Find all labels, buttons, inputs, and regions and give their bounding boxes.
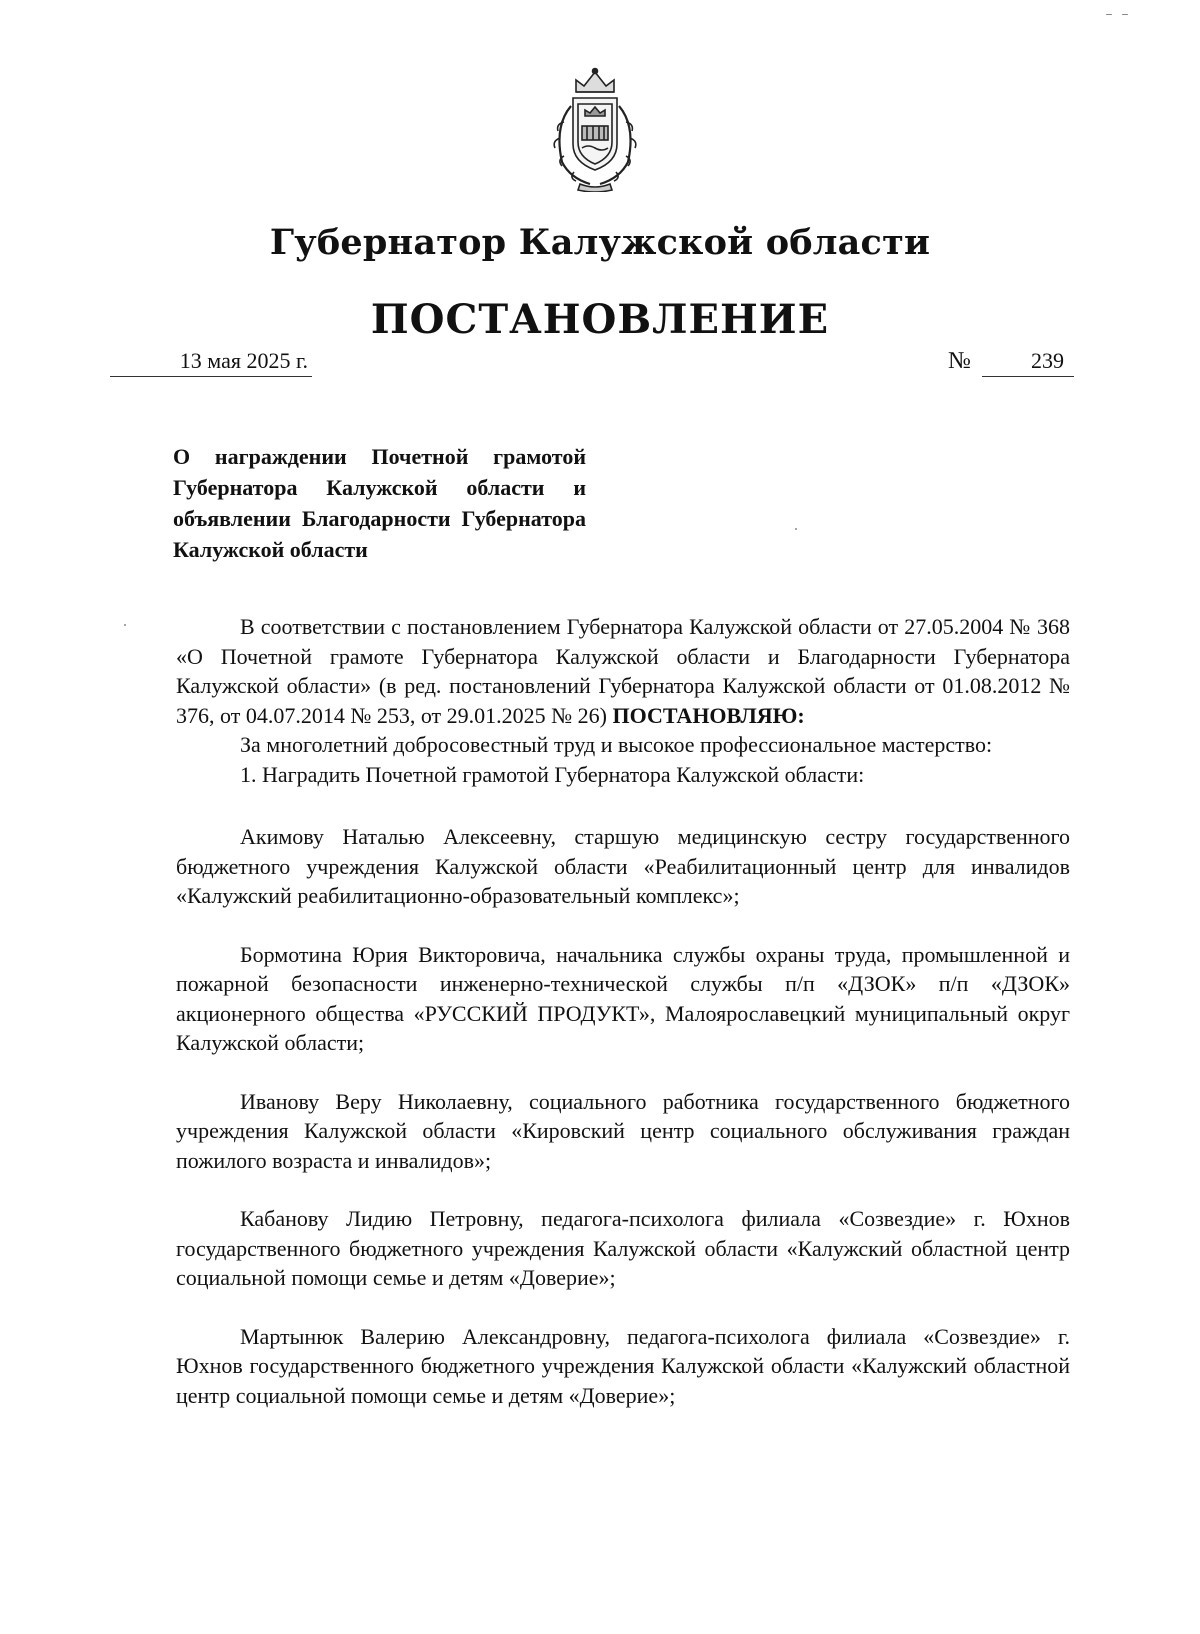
number-sign: №	[948, 348, 971, 374]
awardee-paragraph: Акимову Наталью Алексеевну, старшую медицинскую сестру государственного бюджетного учреждения Калужской области «Реабилитационный центр для инвалидов «Калужский реабилитационно-образовательный комплекс»;	[176, 824, 1070, 908]
document-type-heading: ПОСТАНОВЛЕНИЕ	[370, 296, 830, 343]
preamble-text: В соответствии с постановлением Губернатора Калужской области от 27.05.2004 № 368 «О Почетной грамоте Губернатора Калужской области и Благодарности Губернатора Калужской области» (в ред. постановлений Губернатора Калужской области от 01.08.2012 № 376, от 04.07.2014 № 253, от 29.01.2025 № 26)	[176, 614, 1070, 728]
issuer-title: Губернатор Калужской области	[269, 222, 931, 263]
coat-of-arms-icon	[540, 66, 650, 192]
document-date: 13 мая 2025 г.	[110, 346, 312, 377]
scan-speck	[1122, 14, 1128, 15]
document-number: 239	[982, 346, 1074, 377]
preamble-paragraph	[176, 612, 1070, 730]
scan-speck	[124, 624, 126, 626]
item-1-paragraph: 1. Наградить Почетной грамотой Губернатора Калужской области:	[240, 761, 865, 787]
reason-paragraph: За многолетний добросовестный труд и высокое профессиональное мастерство:	[240, 732, 993, 757]
document-subject: О награждении Почетной грамотой Губернатора Калужской области и объявлении Благодарности Губернатора Калужской области	[173, 444, 586, 562]
document-body	[176, 612, 1070, 1410]
scan-speck	[795, 528, 797, 530]
awardee-paragraph: Бормотина Юрия Викторовича, начальника службы охраны труда, промышленной и пожарной безопасности инженерно-технической службы п/п «ДЗОК» п/п «ДЗОК» акционерного общества «РУССКИЙ ПРОДУКТ», Малоярославецкий муниципальный округ Калужской области;	[176, 941, 1070, 1055]
awardee-paragraph: Мартынюк Валерию Александровну, педагога-психолога филиала «Созвездие» г. Юхнов государственного бюджетного учреждения Калужской области «Калужский областной центр социальной помощи семье и детям «Доверие»;	[176, 1323, 1070, 1408]
awardee-paragraph: Кабанову Лидию Петровну, педагога-психолога филиала «Созвездие» г. Юхнов государственного бюджетного учреждения Калужской области «Калужский областной центр социальной помощи семье и детям «Доверие»;	[176, 1206, 1070, 1290]
decree-word: ПОСТАНОВЛЯЮ:	[612, 702, 805, 728]
awardee-paragraph: Иванову Веру Николаевну, социального работника государственного бюджетного учреждения Калужской области «Кировский центр социального обслуживания граждан пожилого возраста и инвалидов»;	[176, 1088, 1070, 1173]
scan-speck	[1106, 14, 1112, 15]
